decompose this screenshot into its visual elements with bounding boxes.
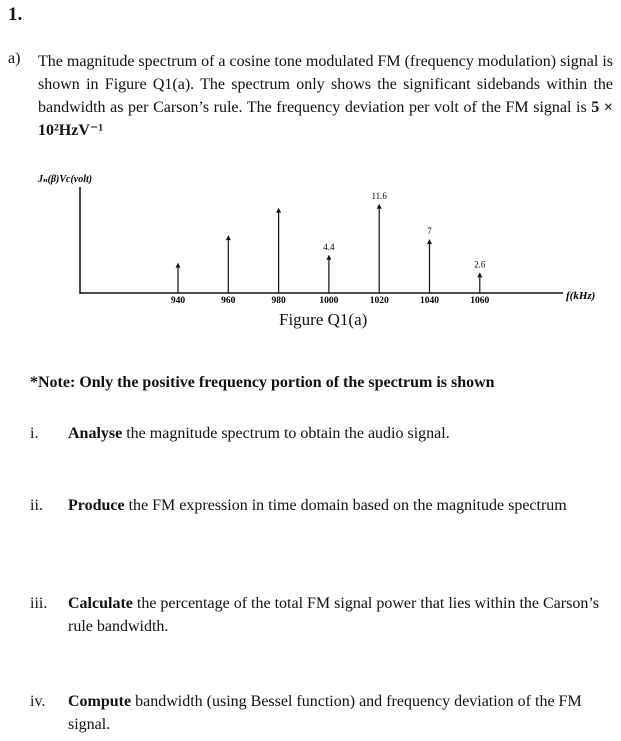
subquestion-ii [30,494,620,544]
subquestion-text [68,494,608,517]
subquestion-iii [30,592,620,642]
subquestion-text [68,422,608,445]
data-label-1020: 11.6 [371,190,387,201]
subquestion-text [68,690,608,736]
subquestion-number: iii. [30,595,48,612]
note: *Note: Only the positive frequency portion of the spectrum is shown [30,374,495,391]
subquestion-verb: Analyse [68,425,123,442]
part-a-body: The magnitude spectrum of a cosine tone modulated FM (frequency modulation) signal is shown in Figure Q1(a). The spectrum only shows the significant sidebands within the bandwidth as per Carson’s rule. The frequency deviation per volt of the FM signal is [38,53,613,116]
spectral-lines [171,191,490,306]
tick-label-1060: 1060 [470,296,490,306]
data-label-1040: 7 [427,226,432,237]
arrowhead-1060 [477,272,482,277]
part-a-label: a) [8,50,21,67]
subquestion-rest: the percentage of the total FM signal power that lies within the Carson’s rule bandwidth. [68,595,599,635]
tick-label-1020: 1020 [369,296,389,306]
part-a-math: 5 × 10²HzV⁻¹ [38,99,613,139]
subquestion-i [30,422,620,452]
subquestion-verb: Compute [68,693,132,710]
subquestion-iv [30,690,620,740]
subquestion-number: iv. [30,693,46,710]
arrowhead-980 [276,208,281,213]
data-label-1060: 2.6 [474,259,486,270]
arrowhead-960 [226,235,231,240]
tick-label-940: 940 [170,296,186,306]
arrowhead-1020 [377,204,382,209]
arrowhead-940 [176,263,181,268]
tick-label-1040: 1040 [420,296,439,306]
subquestion-rest: the FM expression in time domain based on the magnitude spectrum [124,497,567,514]
subquestion-rest: bandwidth (using Bessel function) and frequency deviation of the FM signal. [68,693,582,733]
subquestion-rest: the magnitude spectrum to obtain the audio signal. [122,425,450,442]
question-number: 1. [8,4,23,25]
y-axis-label: Jₙ(β)Vc(volt) [38,174,93,185]
subquestion-number: i. [30,425,39,442]
arrowhead-1000 [326,255,331,260]
x-axis-label: f(kHz) [566,290,596,302]
spectrum-chart [0,165,621,315]
subquestion-verb: Calculate [68,595,133,612]
part-a-text [38,50,613,142]
subquestion-number: ii. [30,497,43,514]
figure-caption: Figure Q1(a) [279,310,368,329]
tick-label-960: 960 [221,296,236,306]
subquestion-text [68,592,608,638]
data-label-1000: 4.4 [323,241,335,252]
arrowhead-1040 [427,239,432,244]
tick-label-1000: 1000 [319,296,339,306]
subquestion-verb: Produce [68,497,125,514]
tick-label-980: 980 [271,296,286,306]
